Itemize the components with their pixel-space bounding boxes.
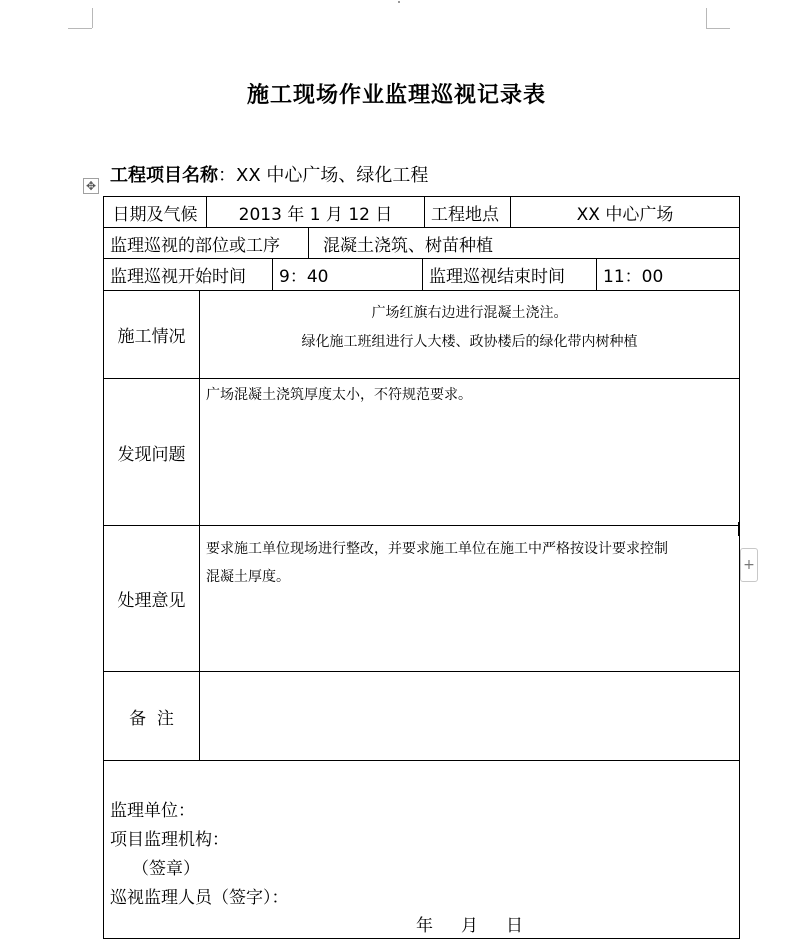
- table-row: [104, 761, 739, 938]
- table-row: [104, 228, 739, 259]
- issue-label: 发现问题: [104, 379, 200, 525]
- date-day: 日: [506, 916, 523, 936]
- end-time-value[interactable]: 11：00: [603, 267, 664, 287]
- seal-label: （签章）: [132, 859, 200, 879]
- signature-block[interactable]: [104, 761, 739, 938]
- remark-content[interactable]: [200, 672, 739, 760]
- project-sep: ：: [218, 165, 236, 186]
- issue-content[interactable]: [200, 379, 739, 525]
- supervision-unit-label: 监理单位：: [110, 801, 195, 821]
- end-time-label: 监理巡视结束时间: [423, 259, 597, 290]
- opinion-content[interactable]: [200, 526, 739, 671]
- inspector-signature-label: 巡视监理人员（签字）：: [110, 888, 289, 908]
- situation-line: 广场红旗右边进行混凝土浇注。: [371, 305, 568, 321]
- date-year: 年: [416, 916, 433, 936]
- date-weather-label: 日期及气候: [104, 197, 207, 227]
- page-corner-mark: [706, 8, 707, 28]
- location-label: 工程地点: [425, 197, 511, 227]
- opinion-label: 处理意见: [104, 526, 200, 671]
- situation-line: 绿化施工班组进行人大楼、政协楼后的绿化带内树种植: [301, 334, 638, 350]
- project-org-label: 项目监理机构：: [110, 830, 229, 850]
- table-row: [104, 672, 739, 761]
- record-table: [103, 196, 740, 939]
- table-row: [104, 379, 739, 526]
- page-dot: [398, 1, 400, 3]
- part-value[interactable]: 混凝土浇筑、树苗种植: [323, 235, 493, 256]
- opinion-line: 混凝土厚度。: [206, 569, 290, 585]
- page-corner-mark: [92, 8, 93, 28]
- project-name-line: [110, 161, 428, 187]
- opinion-line: 要求施工单位现场进行整改，并要求施工单位在施工中严格按设计要求控制: [206, 541, 668, 557]
- table-row: [104, 291, 739, 379]
- page-corner-mark: [706, 28, 730, 29]
- project-label: 工程项目名称: [110, 165, 218, 186]
- document-title: 施工现场作业监理巡视记录表: [246, 83, 546, 108]
- remark-label: 备 注: [104, 672, 200, 760]
- plus-icon[interactable]: +: [740, 548, 758, 582]
- page-corner-mark: [68, 28, 92, 29]
- part-label: 监理巡视的部位或工序: [104, 228, 309, 258]
- situation-content[interactable]: [200, 291, 739, 378]
- issue-text: 广场混凝土浇筑厚度太小，不符规范要求。: [206, 387, 472, 403]
- start-time-value[interactable]: 9：40: [273, 259, 423, 290]
- start-time-label: 监理巡视开始时间: [104, 259, 273, 290]
- signature-date: [416, 911, 551, 936]
- table-row: [104, 526, 739, 672]
- date-month: 月: [461, 916, 478, 936]
- table-row: [104, 197, 739, 228]
- move-icon[interactable]: ✥: [83, 178, 99, 194]
- project-value: XX 中心广场、绿化工程: [236, 165, 429, 186]
- table-row: [104, 259, 739, 291]
- situation-label: 施工情况: [104, 291, 200, 378]
- date-value[interactable]: 2013 年 1 月 12 日: [207, 197, 425, 227]
- location-value[interactable]: XX 中心广场: [576, 204, 674, 225]
